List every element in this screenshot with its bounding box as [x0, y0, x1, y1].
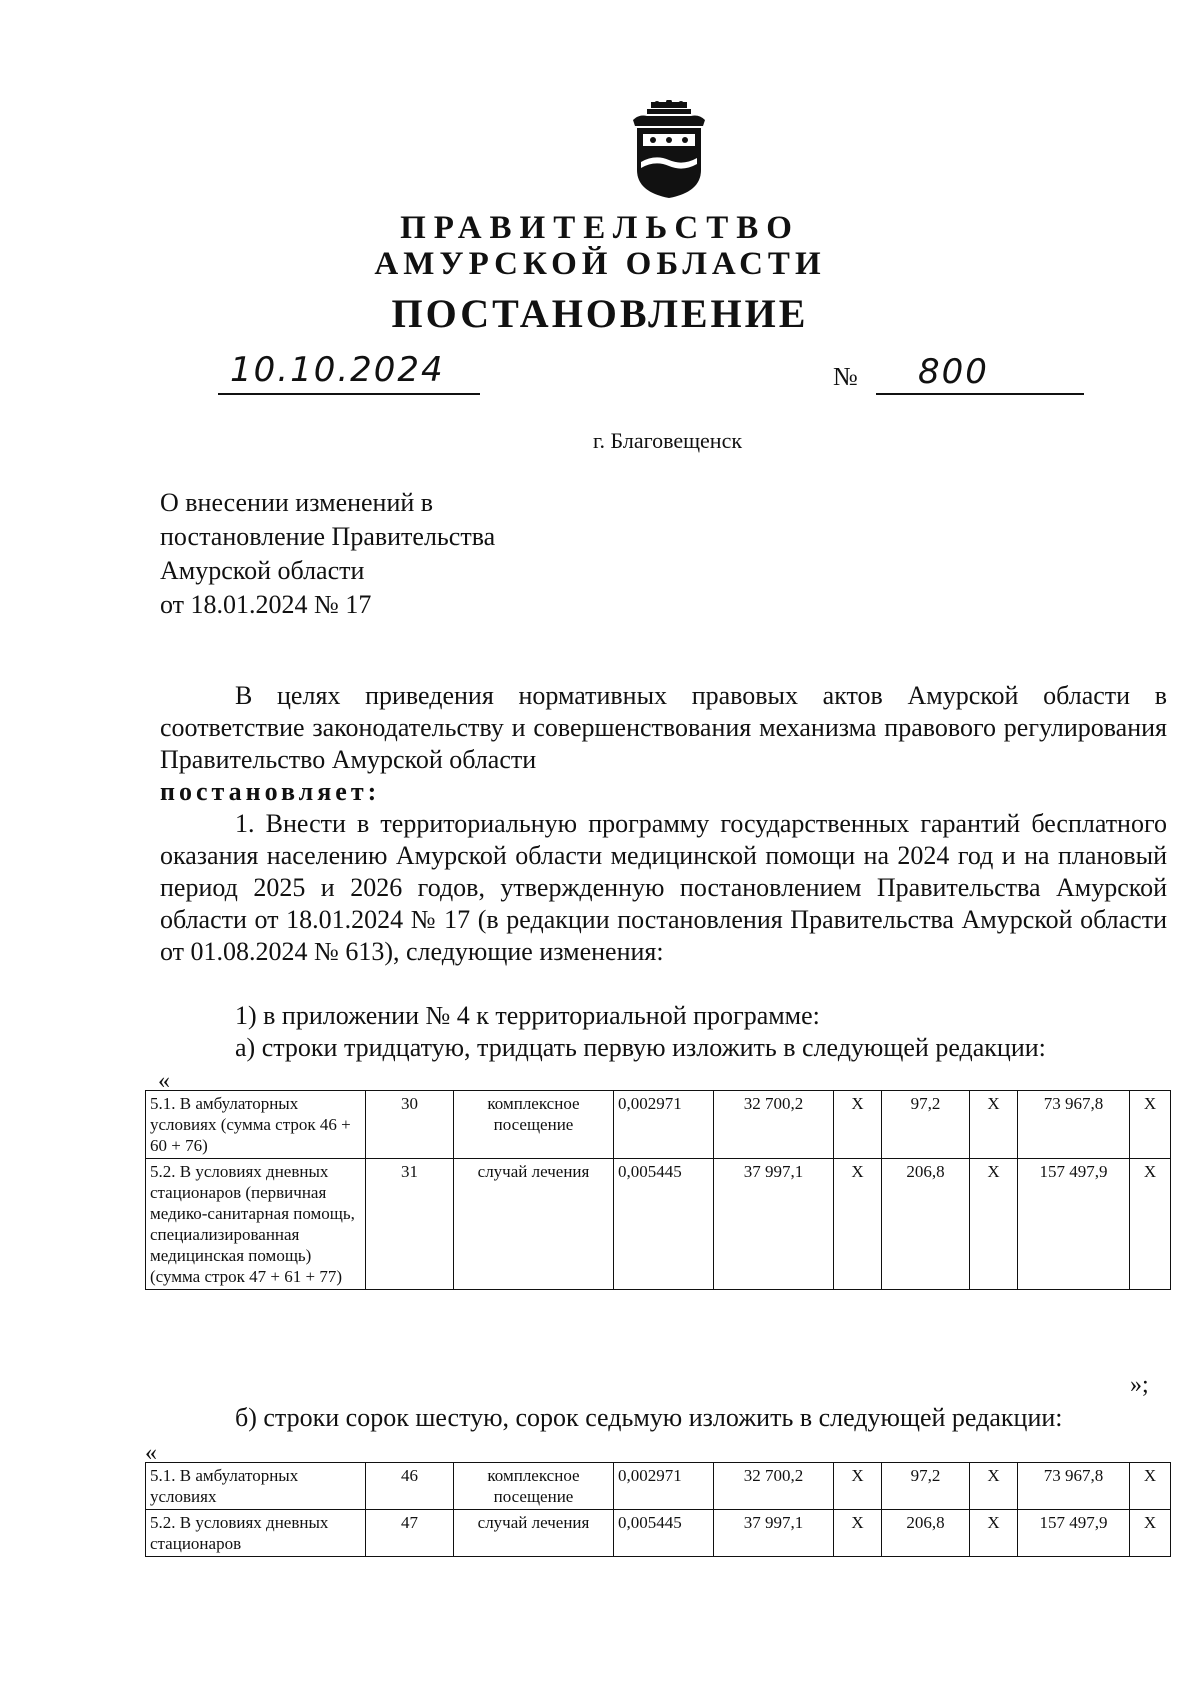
- cell-unit: случай лечения: [454, 1510, 614, 1557]
- number-label: №: [833, 362, 858, 391]
- cell-value: 206,8: [882, 1159, 970, 1290]
- cell-unit: случай лечения: [454, 1159, 614, 1290]
- cell-name: 5.2. В условиях дневных стационаров: [146, 1510, 366, 1557]
- cell-line-number: 47: [366, 1510, 454, 1557]
- cell-unit: комплексное посещение: [454, 1091, 614, 1159]
- cell-name: 5.1. В амбулаторных условиях (сумма строк 46 + 60 + 76): [146, 1091, 366, 1159]
- document-subject: [160, 486, 495, 622]
- cell-value: 157 497,9: [1018, 1159, 1130, 1290]
- cell-value: X: [970, 1463, 1018, 1510]
- cell-value: 37 997,1: [714, 1159, 834, 1290]
- document-type: ПОСТАНОВЛЕНИЕ: [391, 291, 809, 336]
- cell-line-number: 31: [366, 1159, 454, 1290]
- cell-value: X: [834, 1510, 882, 1557]
- cell-value: X: [970, 1091, 1018, 1159]
- item-1-1-paragraph: 1) в приложении № 4 к территориальной программе:: [235, 1001, 820, 1030]
- city: г. Благовещенск: [592, 428, 743, 453]
- cell-unit: комплексное посещение: [454, 1463, 614, 1510]
- cell-value: X: [1130, 1510, 1171, 1557]
- document-number: 800: [918, 352, 989, 392]
- open-quote: «: [158, 1068, 170, 1094]
- date-underline: [218, 393, 480, 395]
- org-name-line2: АМУРСКОЙ ОБЛАСТИ: [374, 246, 826, 282]
- document-date: 10.10.2024: [230, 350, 445, 390]
- decree-word: постановляет:: [160, 777, 381, 806]
- subject-line: от 18.01.2024 № 17: [160, 590, 372, 619]
- cell-value: 32 700,2: [714, 1463, 834, 1510]
- cell-value: 0,005445: [614, 1159, 714, 1290]
- item-1-paragraph: 1. Внести в территориальную программу государственных гарантий бесплатного оказания населению Амурской области медицинской помощи на 2024 год и на плановый период 2025 и 2026 годов, утвержденную постановлением Правительства Амурской области от 18.01.2024 № 17 (в редакции постановления Правительства Амурской области от 01.08.2024 № 613), следующие изменения:: [160, 809, 1167, 966]
- number-underline: [876, 393, 1084, 395]
- cell-value: X: [834, 1463, 882, 1510]
- subject-line: Амурской области: [160, 556, 365, 585]
- close-quote: »;: [1130, 1372, 1149, 1398]
- cell-value: 73 967,8: [1018, 1091, 1130, 1159]
- coat-of-arms-icon: [629, 100, 709, 200]
- table-rows-46-47: [145, 1462, 1171, 1557]
- org-name-line1: ПРАВИТЕЛЬСТВО: [400, 210, 800, 246]
- preamble-paragraph: В целях приведения нормативных правовых актов Амурской области в соответствие законодательству и совершенствования механизма правового регулирования Правительство Амурской области: [160, 681, 1167, 774]
- table-row: [146, 1091, 1171, 1159]
- cell-value: X: [970, 1159, 1018, 1290]
- cell-value: 157 497,9: [1018, 1510, 1130, 1557]
- cell-value: 97,2: [882, 1091, 970, 1159]
- cell-value: 206,8: [882, 1510, 970, 1557]
- cell-value: 37 997,1: [714, 1510, 834, 1557]
- subject-line: О внесении изменений в: [160, 488, 434, 517]
- cell-line-number: 30: [366, 1091, 454, 1159]
- cell-value: X: [834, 1091, 882, 1159]
- cell-value: X: [834, 1159, 882, 1290]
- table-rows-30-31: [145, 1090, 1171, 1290]
- item-b-paragraph: б) строки сорок шестую, сорок седьмую изложить в следующей редакции:: [235, 1403, 1063, 1432]
- table-row: [146, 1510, 1171, 1557]
- item-a-paragraph: а) строки тридцатую, тридцать первую изложить в следующей редакции:: [235, 1033, 1046, 1062]
- cell-value: X: [970, 1510, 1018, 1557]
- open-quote: «: [145, 1440, 157, 1466]
- table-row: [146, 1159, 1171, 1290]
- cell-value: X: [1130, 1091, 1171, 1159]
- cell-value: 73 967,8: [1018, 1463, 1130, 1510]
- cell-value: X: [1130, 1159, 1171, 1290]
- cell-value: X: [1130, 1463, 1171, 1510]
- cell-name: 5.1. В амбулаторных условиях: [146, 1463, 366, 1510]
- cell-value: 97,2: [882, 1463, 970, 1510]
- cell-value: 32 700,2: [714, 1091, 834, 1159]
- cell-value: 0,002971: [614, 1463, 714, 1510]
- cell-value: 0,005445: [614, 1510, 714, 1557]
- cell-value: 0,002971: [614, 1091, 714, 1159]
- cell-name: 5.2. В условиях дневных стационаров (первичная медико-санитарная помощь, специализированная медицинская помощь) (сумма строк 47 + 61 + 77): [146, 1159, 366, 1290]
- subject-line: постановление Правительства: [160, 522, 496, 551]
- table-row: [146, 1463, 1171, 1510]
- cell-line-number: 46: [366, 1463, 454, 1510]
